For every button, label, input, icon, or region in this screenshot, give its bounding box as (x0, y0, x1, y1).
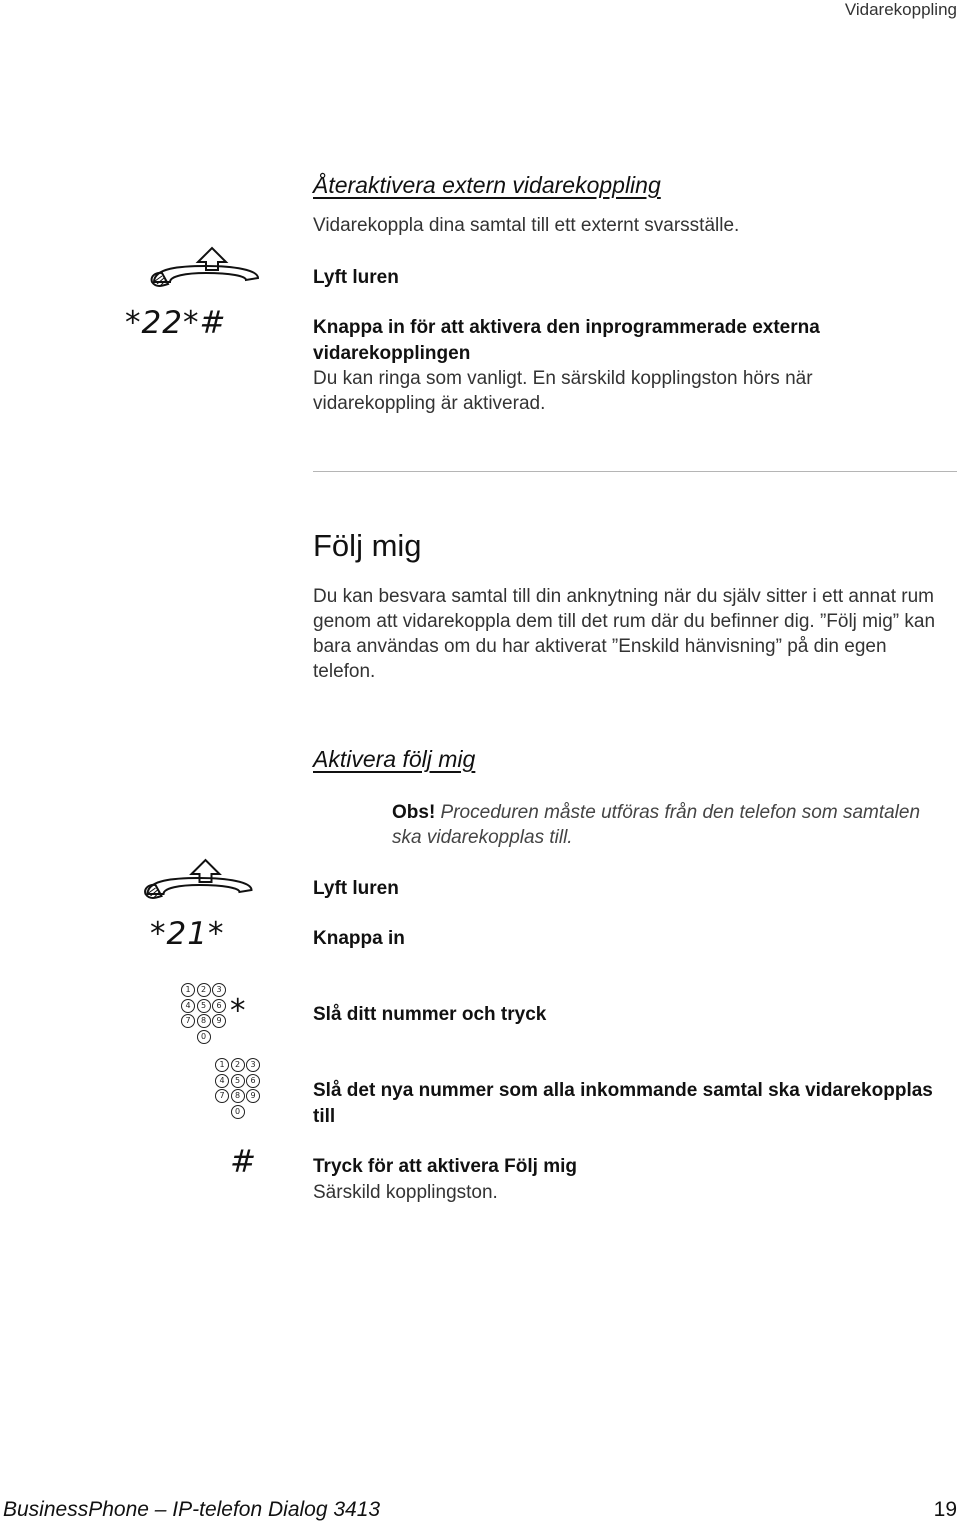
step-activate-follow-me: Tryck för att aktivera Följ mig (313, 1156, 577, 1177)
keypad-key: 5 (231, 1074, 245, 1088)
footer-product-name: BusinessPhone – IP-telefon Dialog 3413 (3, 1498, 381, 1521)
obs-note (392, 800, 952, 850)
step-lift-handset-1: Lyft luren (313, 267, 399, 288)
keypad-key: 1 (215, 1058, 229, 1072)
keypad-key: 9 (246, 1089, 260, 1103)
code-star: * (230, 993, 247, 1029)
code-star21star: *21* (150, 916, 225, 952)
keypad-key: 4 (181, 999, 195, 1013)
step-dial-new-number: Slå det nya nummer som alla inkommande samtal ska vidarekopplas till (313, 1080, 933, 1127)
section-intro: Vidarekoppla dina samtal till ett externt svarsställe. (313, 215, 740, 236)
keypad-key: 8 (197, 1014, 211, 1028)
step-dial-own-number: Slå ditt nummer och tryck (313, 1004, 547, 1025)
keypad-key: 4 (215, 1074, 229, 1088)
section-divider (313, 471, 957, 472)
section-heading-reactivate: Återaktivera extern vidarekoppling (313, 172, 661, 198)
note-tone: Du kan ringa som vanligt. En särskild kopplingston hörs när vidarekoppling är aktiverad. (313, 368, 813, 414)
footer-page-number: 19 (933, 1498, 957, 1521)
final-note: Särskild kopplingston. (313, 1182, 498, 1203)
keypad-key: 2 (231, 1058, 245, 1072)
keypad-key: 0 (197, 1030, 211, 1044)
keypad-key: 8 (231, 1089, 245, 1103)
step-lift-handset-2: Lyft luren (313, 878, 399, 899)
section-title-follow-me: Följ mig (313, 528, 422, 563)
keypad-key: 6 (212, 999, 226, 1013)
keypad-icon (215, 1058, 260, 1119)
keypad-key: 2 (197, 983, 211, 997)
page-header-title: Vidarekoppling (844, 0, 957, 19)
subheading-activate-follow-me: Aktivera följ mig (313, 746, 476, 772)
keypad-key: 9 (212, 1014, 226, 1028)
code-hash: # (230, 1144, 257, 1180)
step-activate-external: Knappa in för att aktivera den inprogrammerade externa vidarekopplingen (313, 317, 820, 364)
keypad-key: 7 (181, 1014, 195, 1028)
obs-text: Proceduren måste utföras från den telefon som samtalen ska vidarekopplas till. (392, 802, 921, 848)
keypad-key: 0 (231, 1105, 245, 1119)
keypad-key: 6 (246, 1074, 260, 1088)
keypad-key: 7 (215, 1089, 229, 1103)
lift-handset-icon (137, 852, 262, 904)
keypad-key: 3 (212, 983, 226, 997)
code-star22star-hash: *22*# (125, 305, 227, 341)
keypad-key: 5 (197, 999, 211, 1013)
keypad-key: 3 (246, 1058, 260, 1072)
step-dial-code: Knappa in (313, 928, 405, 949)
obs-label: Obs! (392, 802, 436, 823)
keypad-key: 1 (181, 983, 195, 997)
keypad-icon (181, 983, 226, 1044)
lift-handset-icon (150, 240, 262, 292)
section-body-follow-me: Du kan besvara samtal till din anknytning när du själv sitter i ett annat rum genom att vidarekoppla dem till det rum där du befinner dig. ”Följ mig” kan bara användas om du har aktiverat ”Enskild hänvisning” på din egen telefon. (313, 586, 936, 682)
